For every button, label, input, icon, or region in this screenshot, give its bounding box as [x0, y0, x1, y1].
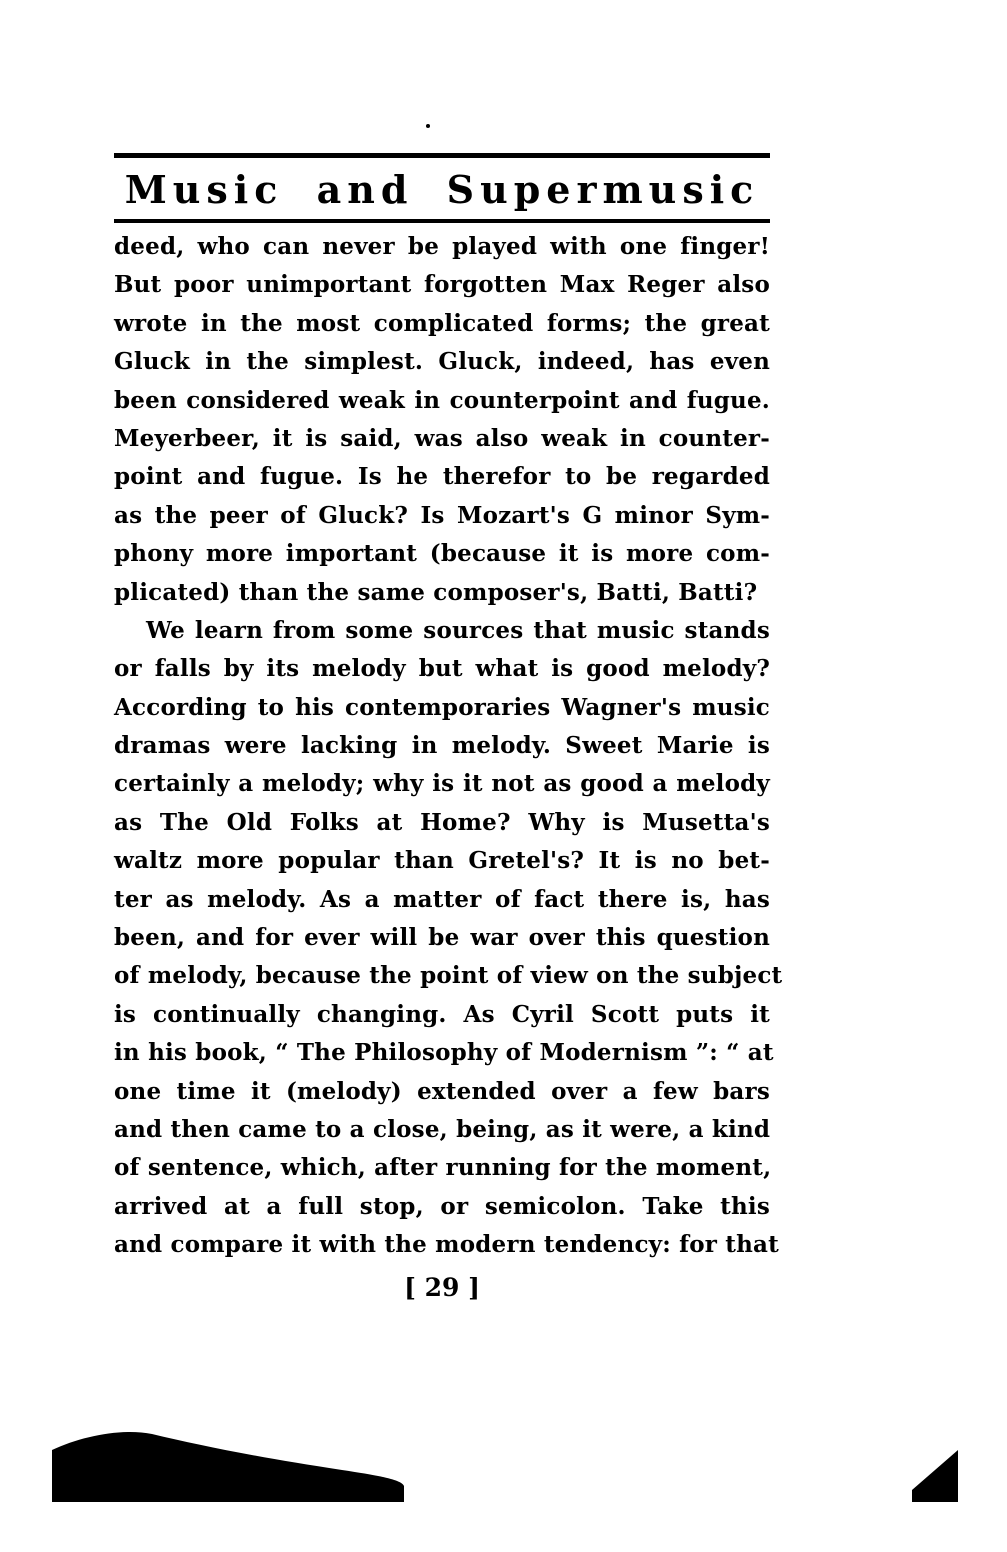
text-line: as The Old Folks at Home? Why is Musetta's	[114, 808, 770, 836]
speck-mark	[426, 124, 430, 128]
text-line: is continually changing. As Cyril Scott puts it	[114, 1000, 770, 1028]
text-line: We learn from some sources that music stands	[146, 616, 770, 644]
text-line: arrived at a full stop, or semicolon. Take this	[114, 1192, 770, 1220]
page-number: [ 29 ]	[404, 1273, 480, 1302]
text-line: waltz more popular than Gretel's? It is no bet-	[114, 847, 770, 875]
text-line: point and fugue. Is he therefor to be regarded	[114, 463, 770, 491]
scan-blot-bottom-left	[52, 1428, 412, 1502]
text-line: been considered weak in counterpoint and fugue.	[114, 386, 770, 414]
text-line: According to his contemporaries Wagner's music	[114, 693, 770, 721]
text-line: been, and for ever will be war over this question	[114, 924, 770, 952]
header-rule-bottom	[114, 219, 770, 223]
text-line: phony more important (because it is more com-	[114, 540, 770, 568]
text-line: certainly a melody; why is it not as good a melody	[114, 770, 770, 798]
text-line: in his book, “ The Philosophy of Modernism ”: “ at	[114, 1039, 774, 1067]
text-line: and then came to a close, being, as it were, a kind	[114, 1115, 771, 1143]
header-rule-top	[114, 153, 770, 158]
text-line: deed, who can never be played with one finger!	[114, 233, 770, 260]
text-line: ter as melody. As a matter of fact there is, has	[114, 885, 770, 913]
text-line: of melody, because the point of view on the subject	[114, 962, 783, 990]
text-line: one time it (melody) extended over a few bars	[114, 1077, 770, 1105]
body-text	[114, 228, 783, 1265]
text-line: Meyerbeer, it is said, was also weak in counter-	[114, 424, 770, 452]
scan-blot-bottom-right	[912, 1450, 958, 1502]
text-line: But poor unimportant forgotten Max Reger also	[114, 271, 770, 299]
text-line: Gluck in the simplest. Gluck, indeed, has even	[114, 348, 770, 376]
text-line: as the peer of Gluck? Is Mozart's G minor Sym-	[114, 501, 770, 529]
text-line: of sentence, which, after running for the moment,	[114, 1154, 772, 1182]
running-header: Music and Supermusic	[124, 167, 760, 212]
text-line: and compare it with the modern tendency: for that	[114, 1231, 779, 1259]
text-line: plicated) than the same composer's, Batti, Batti?	[114, 578, 758, 606]
text-line: wrote in the most complicated forms; the great	[114, 309, 770, 337]
text-line: dramas were lacking in melody. Sweet Marie is	[114, 732, 770, 760]
text-line: or falls by its melody but what is good melody?	[114, 655, 770, 683]
